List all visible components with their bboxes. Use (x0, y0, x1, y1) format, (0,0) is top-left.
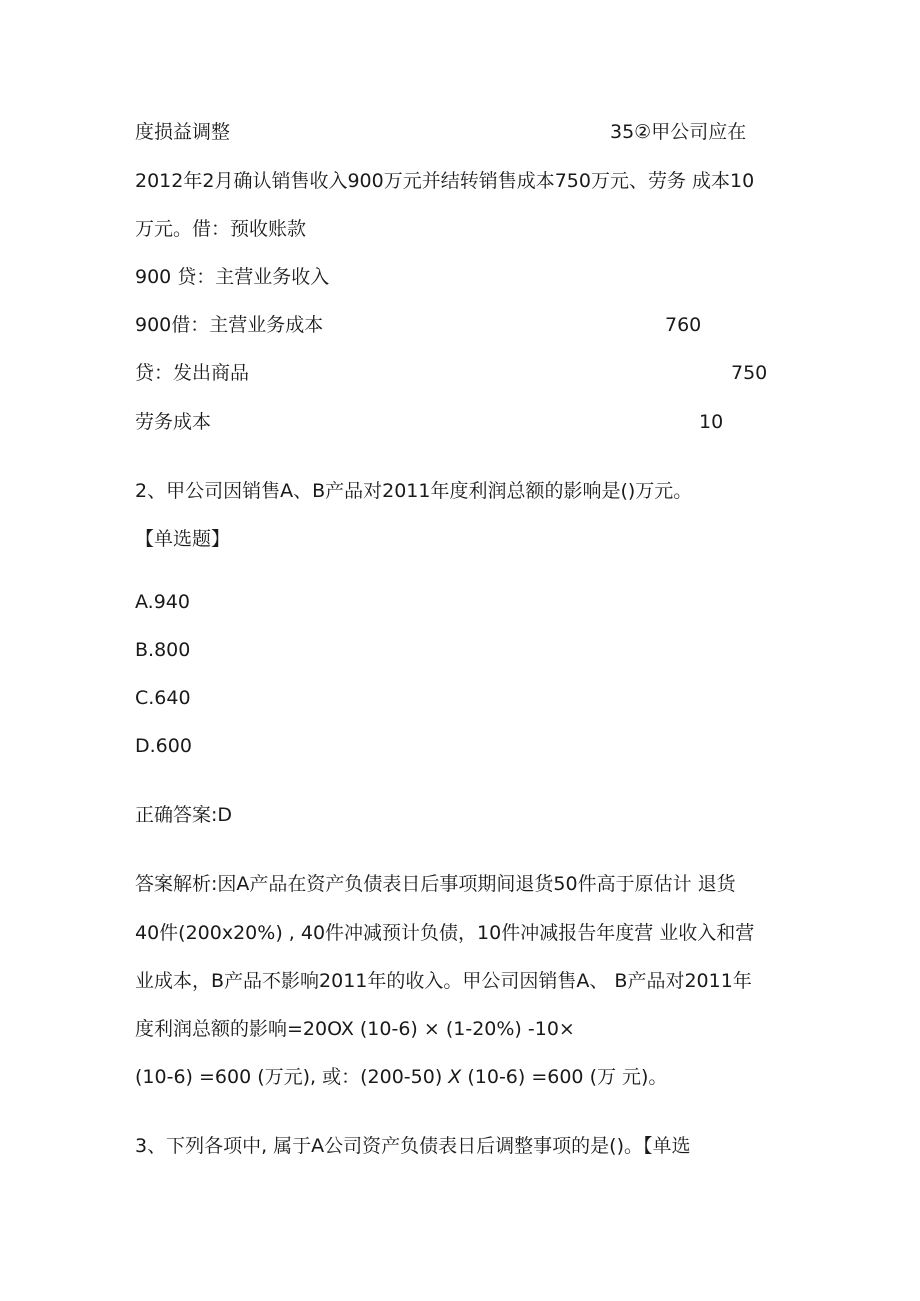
answer-analysis-line: 度利润总额的影响=20OX (10-6) × (1-20%) -10× (135, 1018, 575, 1040)
journal-entry-amount: 10 (699, 411, 724, 433)
journal-entry-amount: 760 (665, 314, 702, 336)
entry-text-line: 900 贷：主营业务收入 (135, 266, 330, 288)
answer-analysis-line: 40件(200x20%) , 40件冲减预计负债，10件冲减报告年度营 业收入和营 (135, 922, 755, 944)
correct-answer: 正确答案:D (135, 804, 233, 826)
answer-option-c: C.640 (135, 687, 191, 709)
journal-entry-credit: 贷：发出商品 (135, 362, 250, 384)
entry-text-line: 35②甲公司应在 (610, 121, 747, 143)
answer-option-a: A.940 (135, 591, 190, 613)
journal-entry-debit: 900借：主营业务成本 (135, 314, 324, 336)
entry-text-line: 2012年2月确认销售收入900万元并结转销售成本750万元、劳务 成本10 (135, 170, 755, 192)
answer-analysis-line: 业成本，B产品不影响2011年的收入。甲公司因销售A、 B产品对2011年 (135, 970, 752, 992)
journal-entry-credit: 劳务成本 (135, 411, 212, 433)
journal-entry-amount: 750 (731, 362, 768, 384)
analysis-text: (10-6) =600 (万元), 或：(200-50) (135, 1066, 449, 1088)
question-stem: 3、下列各项中, 属于A公司资产负债表日后调整事项的是()。【单选 (135, 1135, 691, 1157)
question-type-label: 【单选题】 (135, 528, 231, 550)
analysis-text: (10-6) =600 (万 元)。 (461, 1066, 668, 1088)
answer-analysis-line (135, 1068, 667, 1087)
question-stem: 2、甲公司因销售A、B产品对2011年度利润总额的影响是()万元。 (135, 480, 693, 502)
multiply-symbol: X (448, 1066, 462, 1088)
entry-text-line: 度损益调整 (135, 121, 231, 143)
answer-analysis-line: 答案解析:因A产品在资产负债表日后事项期间退货50件高于原估计 退货 (135, 873, 736, 895)
entry-text-line: 万元。借：预收账款 (135, 218, 307, 240)
answer-option-b: B.800 (135, 639, 191, 661)
answer-option-d: D.600 (135, 735, 192, 757)
